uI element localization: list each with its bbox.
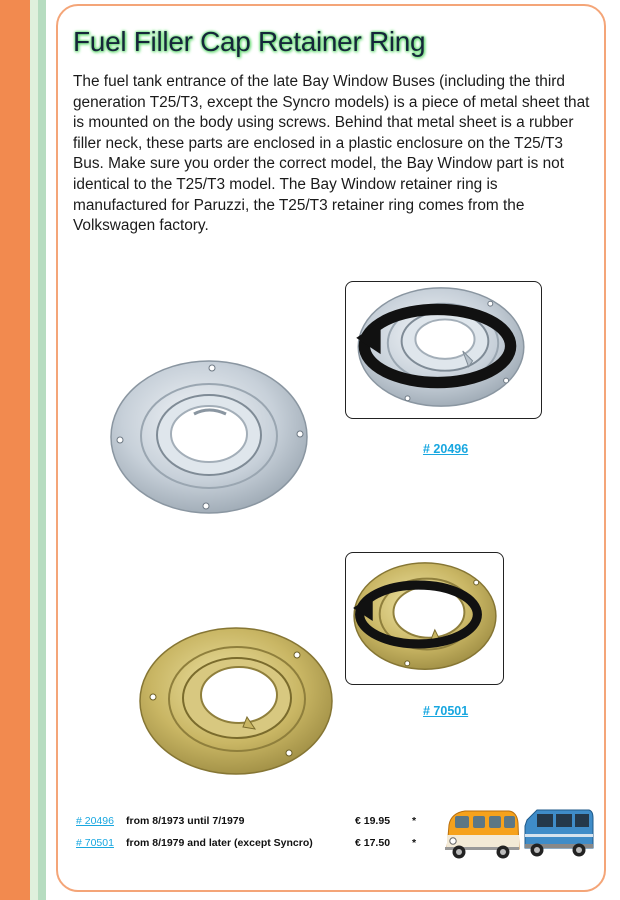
page-title: Fuel Filler Cap Retainer Ring: [73, 26, 426, 57]
left-stripe-light-green: [30, 0, 38, 900]
rotate-360-icon: [345, 552, 497, 680]
part-number-link[interactable]: # 20496: [76, 815, 114, 827]
bay-window-bus-image: [443, 805, 521, 861]
price-flag: *: [412, 815, 417, 827]
gold-ring-large-photo: [137, 625, 335, 777]
part-number-link[interactable]: # 70501: [76, 837, 114, 849]
fitment-text: from 8/1979 and later (except Syncro): [126, 837, 313, 849]
fitment-text: from 8/1973 until 7/1979: [126, 815, 245, 827]
silver-ring-large-photo: [108, 358, 310, 516]
part-link-20496[interactable]: # 20496: [423, 442, 469, 456]
gold-ring-detail-photo: [345, 552, 504, 685]
left-stripe-orange: [0, 0, 30, 900]
rotate-360-icon: [345, 281, 535, 414]
t25-t3-bus-image: [523, 804, 595, 860]
part-link-70501[interactable]: # 70501: [423, 704, 469, 718]
price-text: € 17.50: [355, 837, 391, 849]
price-flag: *: [412, 837, 417, 849]
silver-ring-detail-photo: [345, 281, 542, 419]
description-text: The fuel tank entrance of the late Bay Window Buses (including the third generation T25/T3, except the Syncro models) is a piece of metal sheet that is mounted on the body using screws. Behind that metal sheet is a rubber filler neck, these parts are enclosed in a plastic enclosure on the T25/T3 Bus. Make sure you order the correct model, the Bay Window part is not identical to the T25/T3 model. The Bay Window retainer ring is manufactured for Paruzzi, the T25/T3 retainer ring comes from the Volkswagen factory.: [73, 73, 590, 235]
price-text: € 19.95: [355, 815, 391, 827]
left-stripe-green: [38, 0, 46, 900]
